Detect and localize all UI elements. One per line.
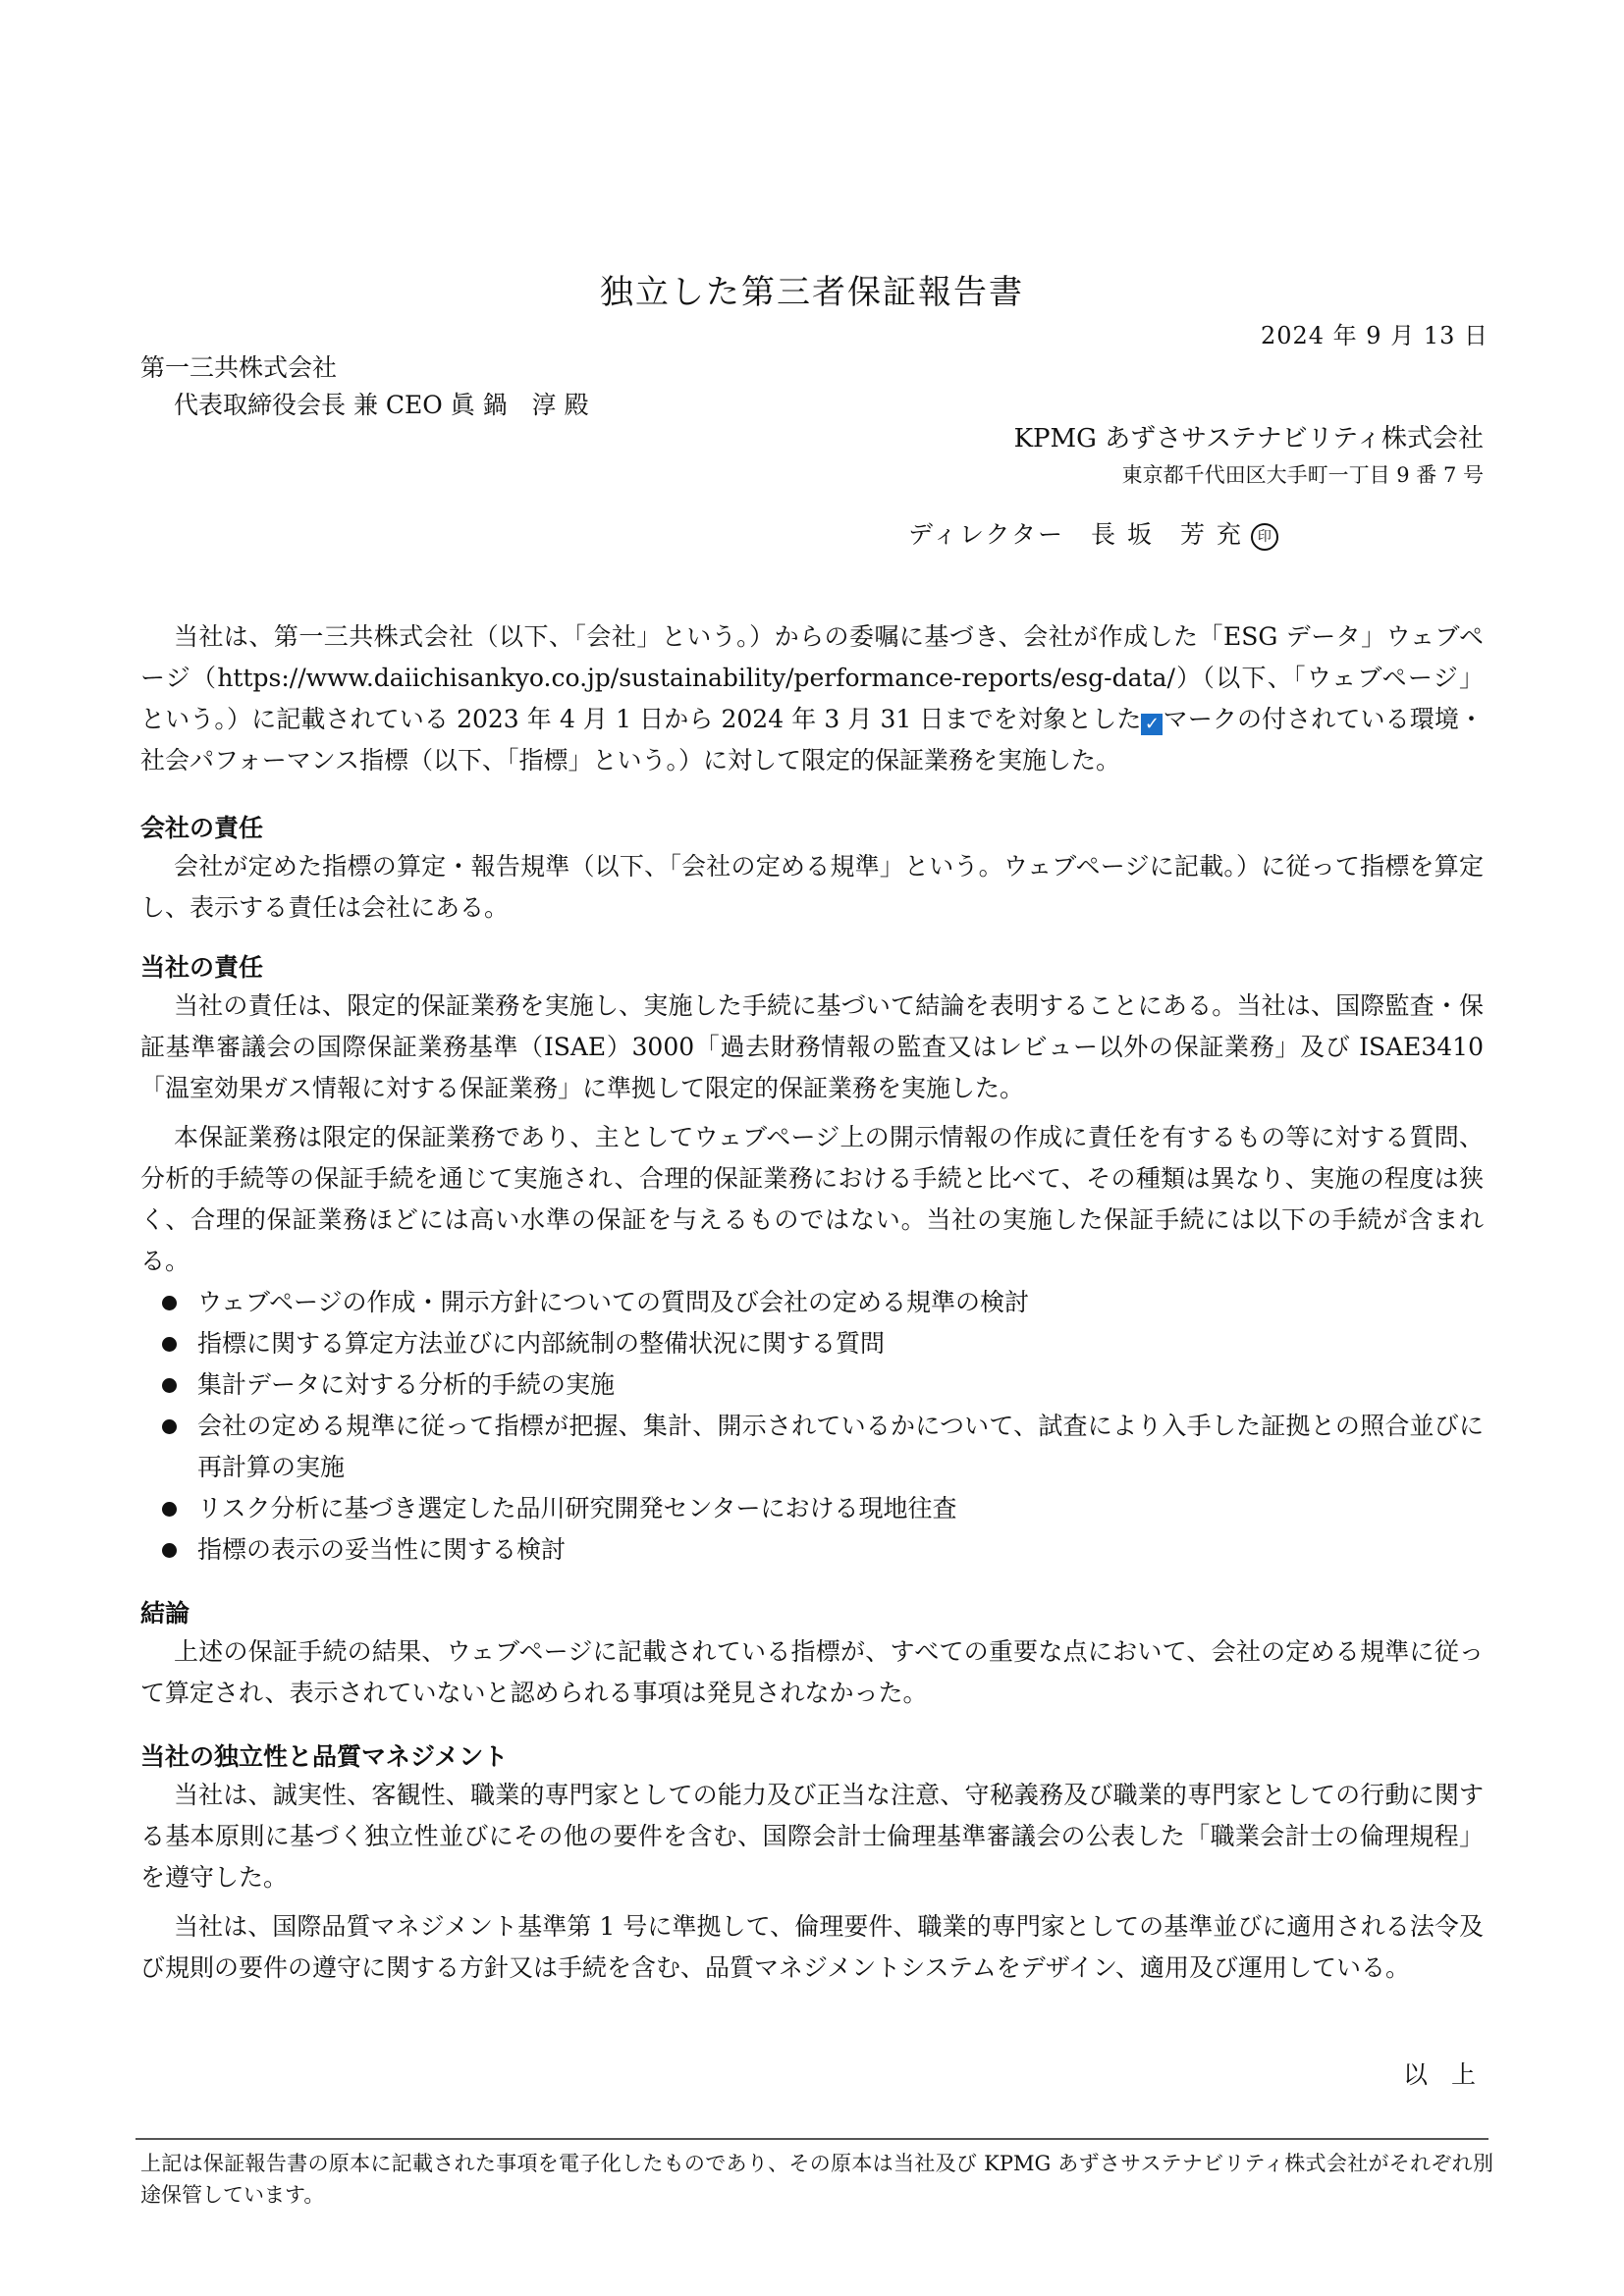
issuer-firm: KPMG あずさサステナビリティ株式会社 [1013, 424, 1484, 454]
bullet-icon [162, 1502, 177, 1517]
issuer-address: 東京都千代田区大手町一丁目 9 番 7 号 [1121, 463, 1484, 487]
list-item [140, 1364, 1484, 1406]
conclusion-text: 上述の保証手続の結果、ウェブページに記載されている指標が、すべての重要な点において、会社の定める規準に従って算定され、表示されていないと認められる事項は発見されなかった。 [140, 1637, 1484, 1707]
footer-divider [135, 2138, 1489, 2140]
closing-mark: 以 上 [1403, 2060, 1484, 2089]
report-date: 2024 年 9 月 13 日 [1260, 322, 1489, 349]
procedure-text: ウェブページの作成・開示方針についての質問及び会社の定める規準の検討 [197, 1288, 1030, 1316]
section-company-responsibility [140, 811, 1484, 929]
our-responsibility-para2: 本保証業務は限定的保証業務であり、主としてウェブページ上の開示情報の作成に責任を有するもの等に対する質問、分析的手続等の保証手続を通じて実施され、合理的保証業務における手続と比べて、その種類は異なり、実施の程度は狭く、合理的保証業務ほどには高い水準の保証を与えるものではない。当社の実施した保証手続には以下の手続が含まれる。 [140, 1123, 1484, 1275]
intro-text-part1: 当社は、第一三共株式会社（以下、「会社」という。）からの委嘱に基づき、会社が作成した「ESG データ」ウェブページ（https://www.daiichisankyo.co.jp/sustainability/performance-reports/esg-data/）（以下、「ウェブページ」という。）に記載されている 2023 年 4 月 1 日から 2024 年 3 月 31 日までを対象とした [140, 622, 1484, 733]
our-responsibility-para1: 当社の責任は、限定的保証業務を実施し、実施した手続に基づいて結論を表明することにある。当社は、国際監査・保証基準審議会の国際保証業務基準（ISAE）3000「過去財務情報の監査又はレビュー以外の保証業務」及び ISAE3410「温室効果ガス情報に対する保証業務」に準拠して限定的保証業務を実施した。 [140, 991, 1484, 1102]
heading-conclusion: 結論 [140, 1599, 190, 1628]
footer-note: 上記は保証報告書の原本に記載された事項を電子化したものであり、その原本は当社及び KPMG あずさサステナビリティ株式会社がそれぞれ別途保管しています。 [140, 2152, 1493, 2207]
addressee-block [140, 349, 589, 424]
bullet-icon [162, 1543, 177, 1558]
list-item [140, 1282, 1484, 1323]
bullet-icon [162, 1378, 177, 1393]
procedure-text: 集計データに対する分析的手続の実施 [197, 1370, 616, 1399]
checkmark-icon: ✓ [1141, 714, 1163, 735]
bullet-icon [162, 1296, 177, 1310]
list-item [140, 1323, 1484, 1364]
bullet-icon [162, 1419, 177, 1434]
heading-our-responsibility: 当社の責任 [140, 953, 264, 982]
procedure-list [140, 1282, 1484, 1571]
bullet-icon [162, 1337, 177, 1352]
signer-line [908, 515, 1278, 551]
list-item [140, 1488, 1484, 1529]
issuer-block [1014, 420, 1484, 493]
seal-mark: 印 [1251, 523, 1278, 551]
heading-independence: 当社の独立性と品質マネジメント [140, 1742, 509, 1771]
independence-para1: 当社は、誠実性、客観性、職業的専門家としての能力及び正当な注意、守秘義務及び職業的専門家としての行動に関する基本原則に基づく独立性並びにその他の要件を含む、国際会計士倫理基準審議会の公表した「職業会計士の倫理規程」を遵守した。 [140, 1781, 1484, 1892]
procedure-text: リスク分析に基づき選定した品川研究開発センターにおける現地往査 [197, 1494, 957, 1522]
intro-paragraph [140, 616, 1484, 781]
company-responsibility-text: 会社が定めた指標の算定・報告規準（以下、「会社の定める規準」という。ウェブページに記載。）に従って指標を算定し、表示する責任は会社にある。 [140, 852, 1484, 922]
procedure-text: 会社の定める規準に従って指標が把握、集計、開示されているかについて、試査により入手した証拠との照合並びに再計算の実施 [197, 1412, 1484, 1481]
addressee-representative: 代表取締役会長 兼 CEO 眞 鍋 淳 殿 [174, 391, 589, 419]
section-independence [140, 1739, 1484, 1989]
list-item [140, 1529, 1484, 1571]
independence-para2: 当社は、国際品質マネジメント基準第 1 号に準拠して、倫理要件、職業的専門家としての基準並びに適用される法令及び規則の要件の遵守に関する方針又は手続を含む、品質マネジメントシステムをデザイン、適用及び運用している。 [140, 1912, 1484, 1982]
procedure-text: 指標に関する算定方法並びに内部統制の整備状況に関する質問 [197, 1329, 886, 1358]
signer-name: ディレクター 長 坂 芳 充 [908, 520, 1243, 549]
heading-company-responsibility: 会社の責任 [140, 814, 264, 842]
intro-text-part2: マークの付されている環境・社会パフォーマンス指標（以下、「指標」という。）に対して限定的保証業務を実施した。 [140, 705, 1484, 774]
list-item [140, 1406, 1484, 1488]
procedure-text: 指標の表示の妥当性に関する検討 [197, 1535, 567, 1564]
section-our-responsibility [140, 950, 1484, 1571]
report-title: 独立した第三者保証報告書 [600, 273, 1024, 312]
section-conclusion [140, 1596, 1484, 1714]
addressee-company: 第一三共株式会社 [140, 353, 338, 382]
